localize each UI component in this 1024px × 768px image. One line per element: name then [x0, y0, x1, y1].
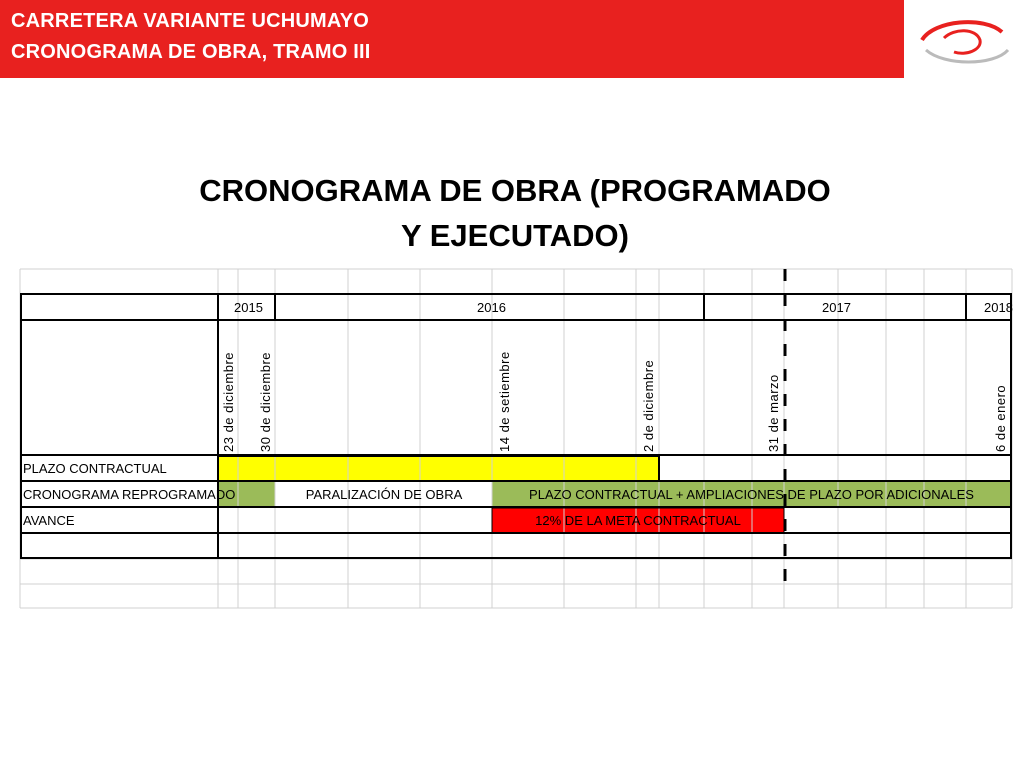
header-title-line1: CARRETERA VARIANTE UCHUMAYO: [11, 10, 370, 32]
year-2017: 2017: [822, 300, 851, 315]
row-label-reprogramado: CRONOGRAMA REPROGRAMADO: [23, 487, 236, 502]
page-title-line2: Y EJECUTADO): [401, 218, 629, 253]
milestone-30-dic: 30 de diciembre: [258, 352, 273, 452]
bar-label-avance: 12% DE LA META CONTRACTUAL: [535, 513, 741, 528]
milestone-31-mar: 31 de marzo: [766, 374, 781, 452]
milestone-23-dic: 23 de diciembre: [221, 352, 236, 452]
year-2018: 2018: [984, 300, 1013, 315]
header-title-line2: CRONOGRAMA DE OBRA, TRAMO III: [11, 41, 371, 63]
milestone-6-ene: 6 de enero: [993, 384, 1008, 452]
milestone-2-dic: 2 de diciembre: [641, 359, 656, 452]
page-title-line1: CRONOGRAMA DE OBRA (PROGRAMADO: [199, 173, 831, 208]
bar-label-paralizacion: PARALIZACIÓN DE OBRA: [305, 487, 463, 502]
bar-plazo-contractual: [218, 456, 659, 481]
year-2016: 2016: [477, 300, 506, 315]
row-label-plazo: PLAZO CONTRACTUAL: [23, 461, 167, 476]
year-2015: 2015: [234, 300, 263, 315]
milestone-14-set: 14 de setiembre: [497, 351, 512, 452]
row-label-avance: AVANCE: [23, 513, 75, 528]
bar-label-ampliaciones: PLAZO CONTRACTUAL + AMPLIACIONES DE PLAZO POR ADICIONALES: [529, 487, 974, 502]
